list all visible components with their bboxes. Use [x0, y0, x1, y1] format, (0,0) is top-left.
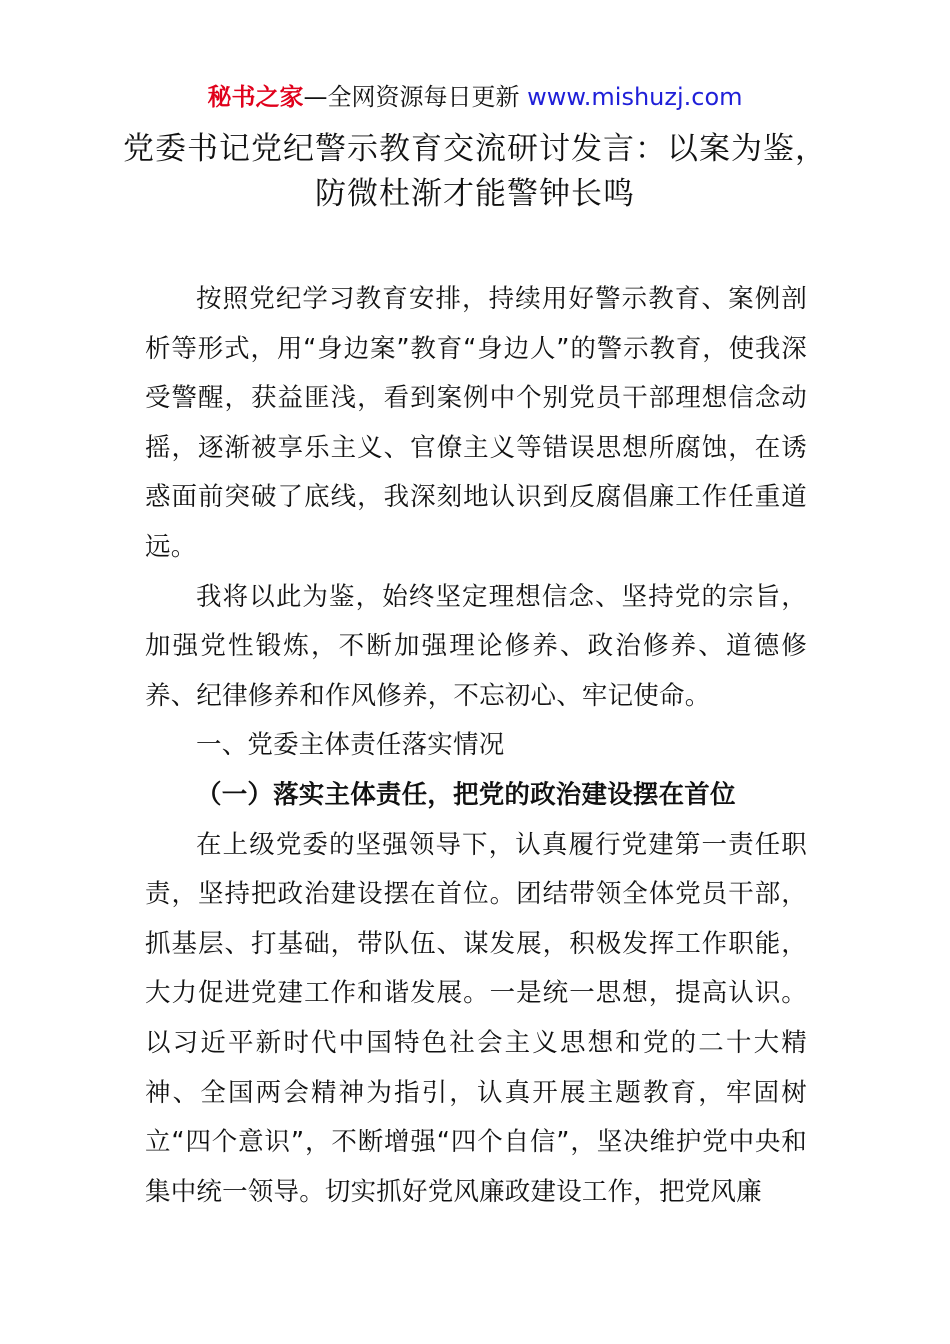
subsection-heading: （一）落实主体责任，把党的政治建设摆在首位	[196, 779, 736, 810]
header-tagline: —全网资源每日更新	[303, 83, 528, 111]
document-title: 党委书记党纪警示教育交流研讨发言：以案为鉴，防微杜渐才能警钟长鸣	[123, 131, 827, 212]
paragraph: 在上级党委的坚强领导下，认真履行党建第一责任职责，坚持把政治建设摆在首位。团结带领全体党员干部，抓基层、打基础，带队伍、谋发展，积极发挥工作职能，大力促进党建工作和谐发展。一是统一思想，提高认识。以习近平新时代中国特色社会主义思想和党的二十大精神、全国两会精神为指引，认真开展主题教育，牢固树立“四个意识”，不断增强“四个自信”，坚决维护党中央和集中统一领导。切实抓好党风廉政建设工作，把党风廉	[145, 829, 807, 1207]
site-url-link[interactable]: www.mishuzj.com	[527, 83, 743, 111]
site-header	[0, 80, 950, 114]
section-heading: 一、党委主体责任落实情况	[196, 730, 505, 761]
paragraph: 按照党纪学习教育安排，持续用好警示教育、案例剖析等形式，用“身边案”教育“身边人”的警示教育，使我深受警醒，获益匪浅，看到案例中个别党员干部理想信念动摇，逐渐被享乐主义、官僚主义等错误思想所腐蚀，在诱惑面前突破了底线，我深刻地认识到反腐倡廉工作任重道远。	[145, 284, 807, 562]
brand-name: 秘书之家	[207, 83, 304, 111]
paragraph: 我将以此为鉴，始终坚定理想信念、坚持党的宗旨，加强党性锻炼，不断加强理论修养、政治修养、道德修养、纪律修养和作风修养，不忘初心、牢记使命。	[145, 581, 807, 711]
document-body	[145, 275, 807, 1217]
